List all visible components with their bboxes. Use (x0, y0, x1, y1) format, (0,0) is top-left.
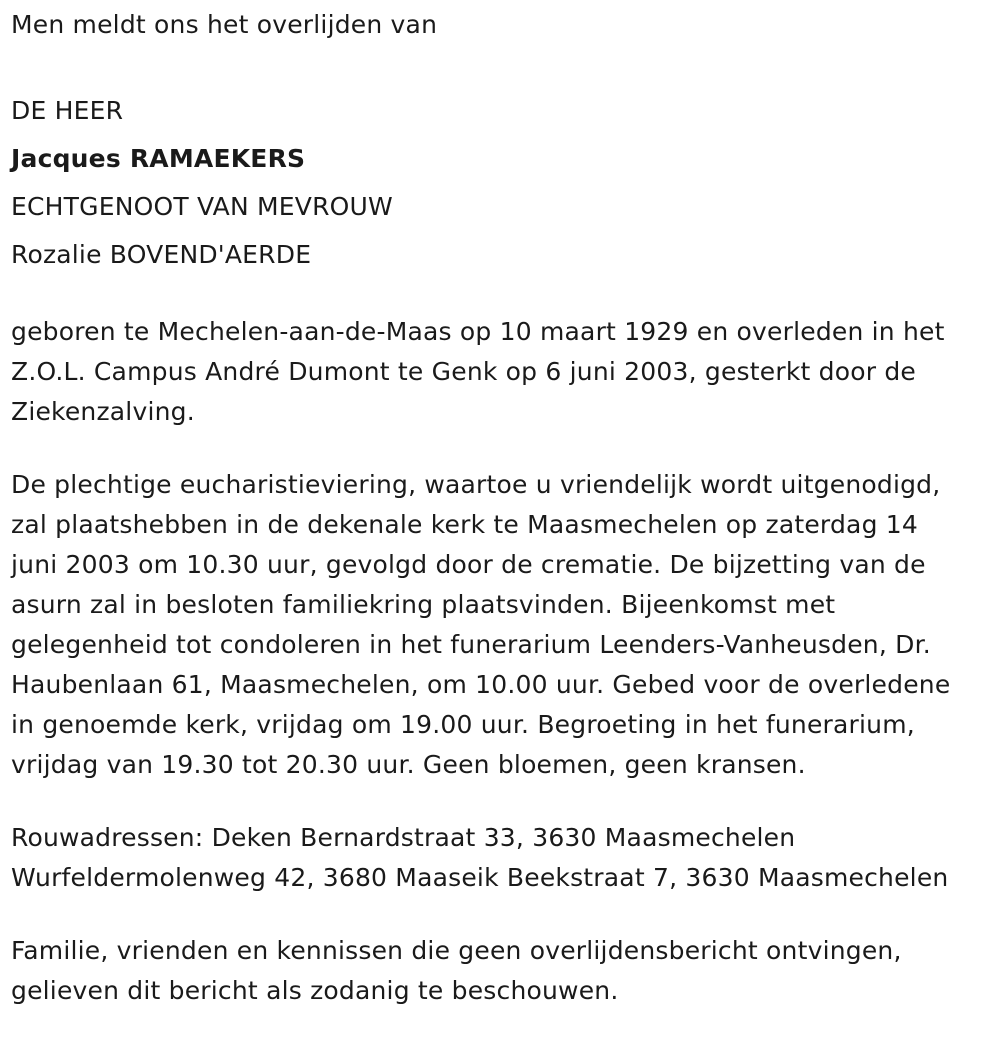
paragraph-line: De plechtige eucharistieviering, waartoe u vriendelijk wordt uitgenodigd, (11, 470, 941, 499)
paragraph-line: Familie, vrienden en kennissen die geen overlijdensbericht ontvingen, (11, 936, 902, 965)
paragraph-line: gelegenheid tot condoleren in het funerarium Leenders-Vanheusden, Dr. (11, 630, 931, 659)
paragraph-line: Ziekenzalving. (11, 397, 195, 426)
birth-death-paragraph (11, 312, 991, 432)
paragraph-line: Rouwadressen: Deken Bernardstraat 33, 3630 Maasmechelen (11, 823, 796, 852)
intro-text: Men meldt ons het overlijden van (11, 10, 438, 39)
paragraph-line: Wurfeldermolenweg 42, 3680 Maaseik Beekstraat 7, 3630 Maasmechelen (11, 863, 949, 892)
paragraph-line: Z.O.L. Campus André Dumont te Genk op 6 juni 2003, gesterkt door de (11, 357, 916, 386)
deceased-block (11, 87, 991, 279)
paragraph-line: juni 2003 om 10.30 uur, gevolgd door de crematie. De bijzetting van de (11, 550, 926, 579)
paragraph-line: Haubenlaan 61, Maasmechelen, om 10.00 uur. Gebed voor de overledene (11, 670, 951, 699)
addresses-paragraph (11, 818, 991, 898)
ceremony-paragraph (11, 465, 991, 785)
paragraph-line: gelieven dit bericht als zodanig te beschouwen. (11, 976, 619, 1005)
closing-paragraph (11, 931, 991, 1011)
honorific: DE HEER (11, 96, 124, 125)
paragraph-line: zal plaatshebben in de dekenale kerk te Maasmechelen op zaterdag 14 (11, 510, 918, 539)
paragraph-line: asurn zal in besloten familiekring plaatsvinden. Bijeenkomst met (11, 590, 836, 619)
spouse-name: Rozalie BOVEND'AERDE (11, 240, 312, 269)
paragraph-line: geboren te Mechelen-aan-de-Maas op 10 maart 1929 en overleden in het (11, 317, 945, 346)
death-notice (11, 0, 991, 1011)
paragraph-line: in genoemde kerk, vrijdag om 19.00 uur. Begroeting in het funerarium, (11, 710, 915, 739)
spouse-label: ECHTGENOOT VAN MEVROUW (11, 192, 393, 221)
deceased-name: Jacques RAMAEKERS (11, 144, 306, 173)
paragraph-line: vrijdag van 19.30 tot 20.30 uur. Geen bloemen, geen kransen. (11, 750, 806, 779)
